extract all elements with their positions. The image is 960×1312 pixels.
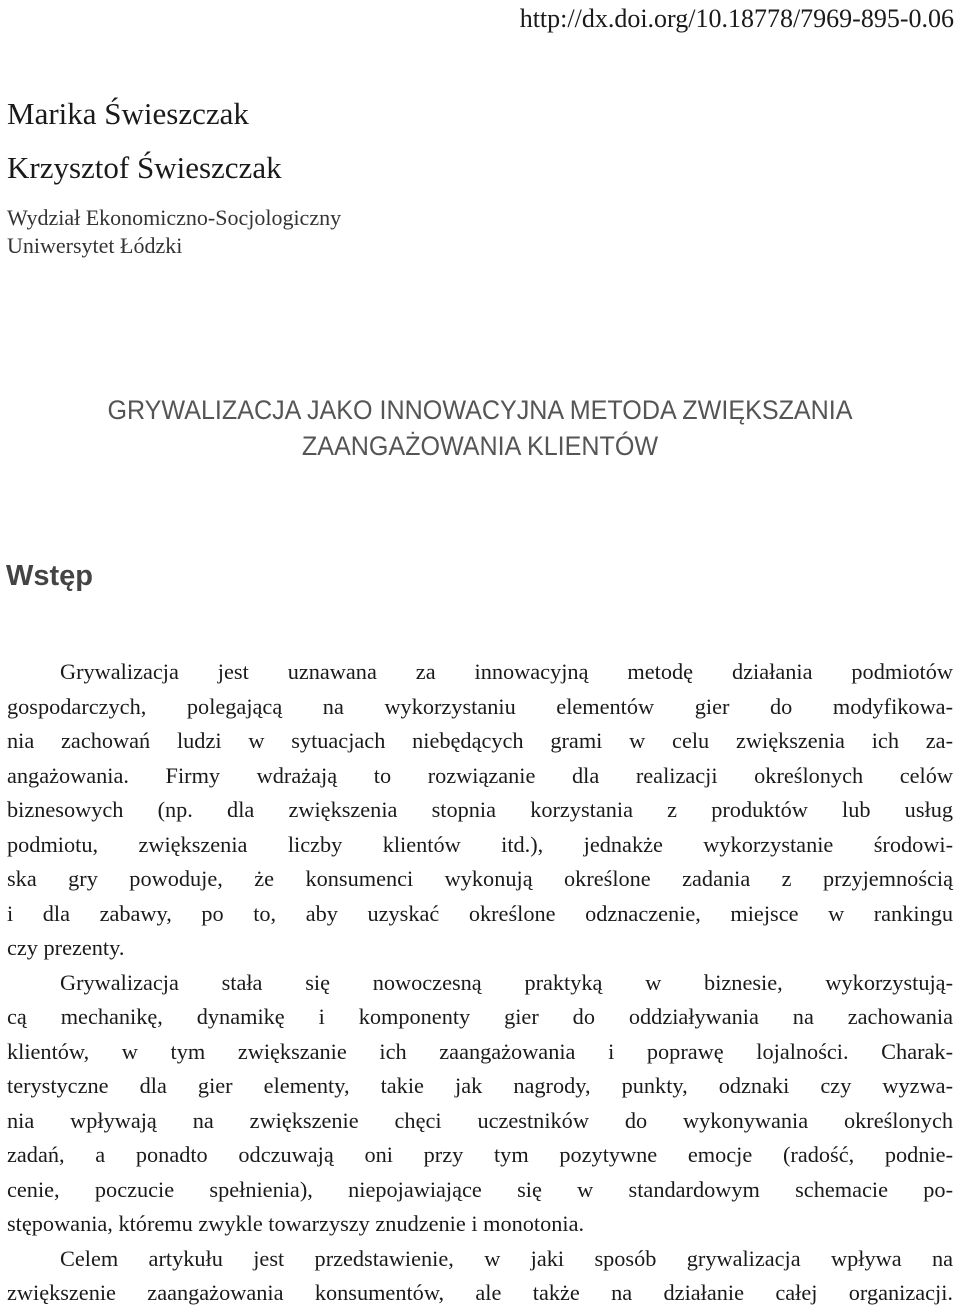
doi-link[interactable]: http://dx.doi.org/10.18778/7969-895-0.06 (519, 4, 954, 33)
article-title-line: GRYWALIZACJA JAKO INNOWACYJNA METODA ZWIĘKSZANIA (107, 395, 853, 425)
body-line: biznesowych (np. dla zwiększenia stopnia korzystania z produktów lub usług (7, 797, 953, 822)
article-title-line: ZAANGAŻOWANIA KLIENTÓW (301, 431, 659, 461)
body-line: Grywalizacja stała się nowoczesną praktyką w biznesie, wykorzystują- (60, 969, 953, 995)
body-line: czy prezenty. (7, 935, 125, 960)
body-line: podmiotu, zwiększenia liczby klientów itd.), jednakże wykorzystanie środowi- (7, 831, 953, 857)
body-line: zadań, a ponadto odczuwają oni przy tym pozytywne emocje (radość, podnie- (7, 1142, 953, 1167)
body-line: cenie, poczucie spełnienia), niepojawiające się w standardowym schemacie po- (7, 1176, 953, 1202)
body-line: i dla zabawy, po to, aby uzyskać określone odznaczenie, miejsce w rankingu (7, 900, 953, 926)
body-line: gospodarczych, polegającą na wykorzystaniu elementów gier do modyfikowa- (7, 693, 953, 719)
body-line: Grywalizacja jest uznawana za innowacyjną metodę działania podmiotów (60, 659, 953, 684)
body-line: terystyczne dla gier elementy, takie jak nagrody, punkty, odznaki czy wyzwa- (7, 1073, 953, 1098)
affiliation (7, 204, 341, 260)
body-line: nia wpływają na zwiększenie chęci uczestników do wykonywania określonych (7, 1107, 953, 1133)
body-line: stępowania, któremu zwykle towarzyszy znudzenie i monotonia. (7, 1211, 585, 1236)
body-line: Celem artykułu jest przedstawienie, w jaki sposób grywalizacja wpływa na (60, 1245, 953, 1271)
author-name: Krzysztof Świeszczak (7, 150, 282, 185)
author-list (7, 96, 282, 204)
affiliation-university: Uniwersytet Łódzki (7, 233, 183, 258)
body-line: nia zachowań ludzi w sytuacjach niebędących grami w celu zwiększenia ich za- (7, 728, 953, 753)
section-heading: Wstęp (6, 560, 93, 592)
body-line: cą mechanikę, dynamikę i komponenty gier do oddziaływania na zachowania (7, 1004, 953, 1029)
author-name: Marika Świeszczak (7, 96, 249, 131)
affiliation-faculty: Wydział Ekonomiczno-Socjologiczny (7, 205, 342, 230)
article-title (34, 392, 927, 464)
body-line: klientów, w tym zwiększanie ich zaangażowania i poprawę lojalności. Charak- (7, 1038, 953, 1064)
body-line: zwiększenie zaangażowania konsumentów, ale także na działanie całej organizacji. (7, 1280, 953, 1305)
body-paragraphs (7, 655, 953, 1311)
body-line: ska gry powoduje, że konsumenci wykonują określone zadania z przyjemnością (7, 866, 953, 891)
body-line: angażowania. Firmy wdrażają to rozwiązanie dla realizacji określonych celów (7, 762, 953, 788)
